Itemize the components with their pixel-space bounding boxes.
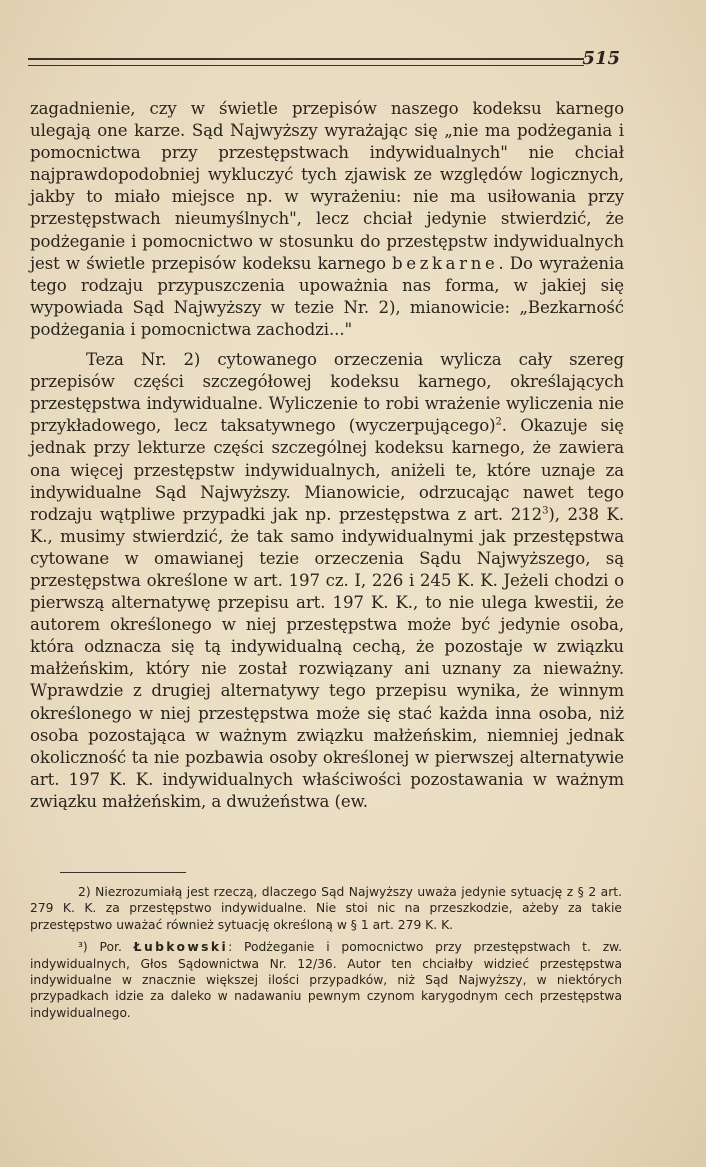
paragraph-1 bbox=[30, 98, 624, 341]
footnote-mark: ³) bbox=[78, 940, 88, 955]
footnote-3 bbox=[30, 939, 622, 1021]
footnote-text: : Podżeganie i pomocnictwo przy przestępstwach t. zw. indywidualnych, Głos Sądownictwa Nr. 12/36. Autor ten chciałby widzieć przestępstwa indywidualne w znacznie większej ilości przypadków, niż Sąd Najwyższy, w niektórych przypadkach idzie za daleko w nadawaniu pewnym czynom karygodnym cech przestępstwa indywidualnego. bbox=[30, 940, 622, 1020]
paragraph-2-text-a: Teza Nr. 2) cytowanego orzeczenia wylicza cały szereg przepisów części szczegółowej kodeksu karnego, określających przestępstwa indywidualne. Wyliczenie to robi wrażenie wyliczenia nie przykładowego, lecz taksatywnego (wyczerpującego) bbox=[30, 350, 624, 436]
footnote-ref-2: 2 bbox=[495, 416, 502, 428]
paragraph-2-text-c: ), 238 K. K., musimy stwierdzić, że tak samo indywidualnymi jak przestępstwa cytowane w omawianej tezie orzeczenia Sądu Najwyższego, są przestępstwa określone w art. 197 cz. I, 226 i 245 K. K. Jeżeli chodzi o pierwszą alternatywę przepisu art. 197 K. K., to nie ulega kwestii, że autorem określonego w niej przestępstwa może być jedynie osoba, która odznacza się tą indywidualną cechą, że pozostaje w związku małżeńskim, który nie został rozwiązany ani uznany za nieważny. Wprawdzie z drugiej alternatywy tego przepisu wynika, że winnym określonego w niej przestępstwa może się stać każda inna osoba, niż osoba pozostająca w ważnym związku małżeńskim, niemniej jednak okoliczność ta nie pozbawia osoby określonej w pierwszej alternatywie art. 197 K. K. indywidualnych właściwości pozostawania w ważnym związku małżeńskim, a dwużeństwa (ew. bbox=[30, 504, 624, 811]
footnote-author: Łubkowski bbox=[133, 940, 229, 955]
emphasis-bezkarne: bezkarne bbox=[392, 253, 499, 273]
paragraph-1-text-a: zagadnienie, czy w świetle przepisów naszego kodeksu karnego ulegają one karze. Sąd Najwyższy wyrażając się „nie ma podżegania i pomocnictwa przy przestępstwach indywidualnych" nie chciał najprawdopodobniej wykluczyć tych zjawisk ze względów logicznych, jakby to miało miejsce np. w wyrażeniu: nie ma usiłowania przy przestępstwach nieumyślnych", lecz chciał jedynie stwierdzić, że podżeganie i pomocnictwo w stosunku do przestępstw indywidualnych jest w świetle przepisów kodeksu karnego bbox=[30, 99, 624, 273]
footnote-text: Niezrozumiałą jest rzeczą, dlaczego Sąd Najwyższy uważa jedynie sytuację z § 2 art. 279 K. K. za przestępstwo indywidualne. Nie stoi nic na przeszkodzie, ażeby za takie przestępstwo uważać również sytuację określoną w § 1 art. 279 K. K. bbox=[30, 885, 622, 932]
footnote-ref-3: 3 bbox=[542, 505, 549, 517]
paragraph-2 bbox=[30, 349, 624, 813]
header-rule bbox=[28, 58, 584, 66]
footnotes bbox=[30, 884, 622, 1027]
paragraph-1-text-b: . Do wyrażenia tego rodzaju przypuszczenia upoważnia nas forma, w jakiej się wypowiada Sąd Najwyższy w tezie Nr. 2), mianowicie: „Bezkarność podżegania i pomocnictwa zachodzi..." bbox=[30, 253, 624, 339]
footnote-rule bbox=[60, 872, 186, 873]
page-number: 515 bbox=[582, 48, 620, 69]
main-text bbox=[30, 98, 624, 813]
footnote-2 bbox=[30, 884, 622, 933]
footnote-prefix: Por. bbox=[99, 940, 134, 955]
paragraph-2-text-b: . Okazuje się jednak przy lekturze części szczególnej kodeksu karnego, że zawiera ona więcej przestępstw indywidualnych, aniżeli te, które uznaje za indywidualne Sąd Najwyższy. Mianowicie, odrzucając nawet tego rodzaju wątpliwe przypadki jak np. przestępstwa z art. 212 bbox=[30, 416, 624, 524]
footnote-mark: 2) bbox=[78, 885, 91, 899]
